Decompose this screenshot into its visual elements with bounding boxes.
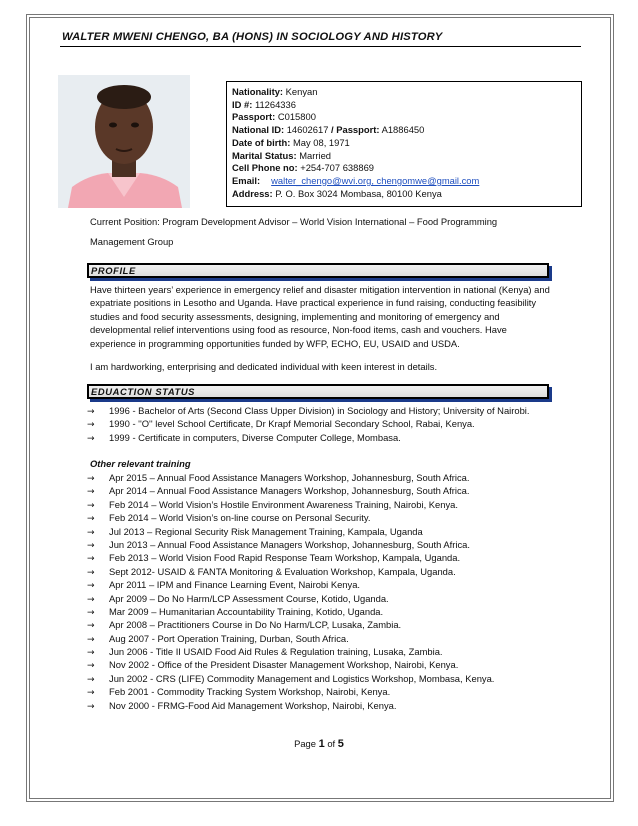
list-item: → Feb 2001 - Commodity Tracking System Workshop, Nairobi, Kenya. [87, 685, 494, 698]
arrow-icon: → [87, 661, 95, 672]
list-item: → 1996 - Bachelor of Arts (Second Class Upper Division) in Sociology and History; University of Nairobi. [87, 404, 530, 417]
arrow-icon: → [87, 701, 95, 712]
arrow-icon: → [87, 527, 95, 538]
education-list [87, 404, 530, 444]
dob-row: Date of birth: May 08, 1971 [232, 136, 350, 148]
arrow-icon: → [87, 688, 95, 699]
arrow-icon: → [87, 487, 95, 498]
profile-statement: I am hardworking, enterprising and dedicated individual with keen interest in details. [90, 361, 438, 372]
email-link[interactable]: walter_chengo@wvi.org, chengomwe@gmail.com [271, 174, 480, 186]
email-row: Email: walter_chengo@wvi.org, chengomwe@gmail.com [232, 174, 480, 186]
arrow-icon: → [87, 474, 95, 484]
list-item: → Jun 2006 - Title II USAID Food Aid Rules & Regulation training, Lusaka, Zambia. [87, 645, 494, 658]
list-item: → Jun 2013 – Annual Food Assistance Managers Workshop, Johannesburg, South Africa. [87, 538, 494, 551]
address-row: Address: P. O. Box 3024 Mombasa, 80100 Kenya [232, 187, 442, 199]
arrow-icon: → [87, 594, 95, 605]
profile-section-heading: PROFILE [87, 263, 549, 278]
page-footer: Page 1 of 5 [294, 738, 344, 750]
passport-row: Passport: C015800 [232, 111, 316, 123]
id-row: ID #: 11264336 [232, 98, 296, 110]
arrow-icon: → [87, 500, 95, 511]
education-section-heading: EDUACTION STATUS [87, 384, 549, 399]
arrow-icon: → [87, 554, 95, 565]
training-list [87, 471, 494, 712]
total-page-count: 5 [337, 738, 344, 750]
arrow-icon: → [87, 581, 95, 592]
list-item: → Feb 2013 – World Vision Food Rapid Response Team Workshop, Kampala, Uganda. [87, 551, 494, 564]
list-item: → Jul 2013 – Regional Security Risk Management Training, Kampala, Uganda [87, 525, 494, 538]
list-item: → Apr 2014 – Annual Food Assistance Managers Workshop, Johannesburg, South Africa. [87, 484, 494, 497]
list-item: → Jun 2002 - CRS (LIFE) Commodity Management and Logistics Workshop, Mombasa, Kenya. [87, 672, 494, 685]
document-header-title: WALTER MWENI CHENGO, BA (HONS) IN SOCIOLOGY AND HISTORY [62, 31, 443, 43]
list-item: → 1990 - ''O'' level School Certificate, Dr Krapf Memorial Secondary School, Rabai, Kenya. [87, 417, 530, 430]
cell-row: Cell Phone no: +254-707 638869 [232, 162, 375, 174]
arrow-icon: → [87, 567, 95, 578]
profile-photo [58, 75, 190, 208]
arrow-icon: → [87, 621, 95, 632]
list-item: → 1999 - Certificate in computers, Diverse Computer College, Mombasa. [87, 431, 530, 444]
arrow-icon: → [87, 514, 95, 525]
list-item: → Sept 2012- USAID & FANTA Monitoring & Evaluation Workshop, Kampala, Uganda. [87, 565, 494, 578]
arrow-icon: → [87, 420, 95, 431]
arrow-icon: → [87, 407, 95, 417]
list-item: → Apr 2011 – IPM and Finance Learning Event, Nairobi Kenya. [87, 578, 494, 591]
nationality-row: Nationality: Kenyan [232, 86, 318, 97]
list-item: → Mar 2009 – Humanitarian Accountability Training, Kotido, Uganda. [87, 605, 494, 618]
list-item: → Aug 2007 - Port Operation Training, Durban, South Africa. [87, 632, 494, 645]
arrow-icon: → [87, 607, 95, 618]
personal-details-box [226, 81, 582, 207]
list-item: → Feb 2014 – World Vision’s Hostile Environment Awareness Training, Nairobi, Kenya. [87, 498, 494, 511]
list-item: → Nov 2002 - Office of the President Disaster Management Workshop, Nairobi, Kenya. [87, 658, 494, 671]
arrow-icon: → [87, 648, 95, 659]
current-page-number: 1 [318, 738, 325, 750]
current-position-line1: Current Position: Program Development Advisor – World Vision International – Food Programming [90, 216, 498, 227]
arrow-icon: → [87, 433, 95, 444]
training-subheading: Other relevant training [90, 458, 191, 469]
profile-paragraph: Have thirteen years’ experience in emergency relief and disaster mitigation intervention in national (Kenya) and expatriate positions in Lesotho and Uganda. Have practical experience in fund raising, conducting feasibility studies and food security assessments, designing, implementing and monitoring of emergency and developmental relief interventions using food as resource, Non-food items, cash and vouchers. Have experience in programming opportunities funded by WFP, ECHO, EU, USAID and USDA. [90, 284, 550, 349]
list-item: → Apr 2008 – Practitioners Course in Do No Harm/LCP, Lusaka, Zambia. [87, 618, 494, 631]
marital-row: Marital Status: Married [232, 149, 331, 161]
portrait-illustration [58, 75, 190, 208]
list-item: → Apr 2015 – Annual Food Assistance Managers Workshop, Johannesburg, South Africa. [87, 471, 494, 484]
list-item: → Feb 2014 – World Vision’s on-line course on Personal Security. [87, 511, 494, 524]
arrow-icon: → [87, 634, 95, 645]
arrow-icon: → [87, 674, 95, 685]
list-item: → Apr 2009 – Do No Harm/LCP Assessment Course, Kotido, Uganda. [87, 592, 494, 605]
national-id-row: National ID: 14602617 / Passport: A1886450 [232, 124, 425, 136]
header-rule [60, 46, 581, 47]
current-position-line2: Management Group [90, 236, 174, 247]
arrow-icon: → [87, 540, 95, 551]
list-item: → Nov 2000 - FRMG-Food Aid Management Workshop, Nairobi, Kenya. [87, 699, 494, 712]
